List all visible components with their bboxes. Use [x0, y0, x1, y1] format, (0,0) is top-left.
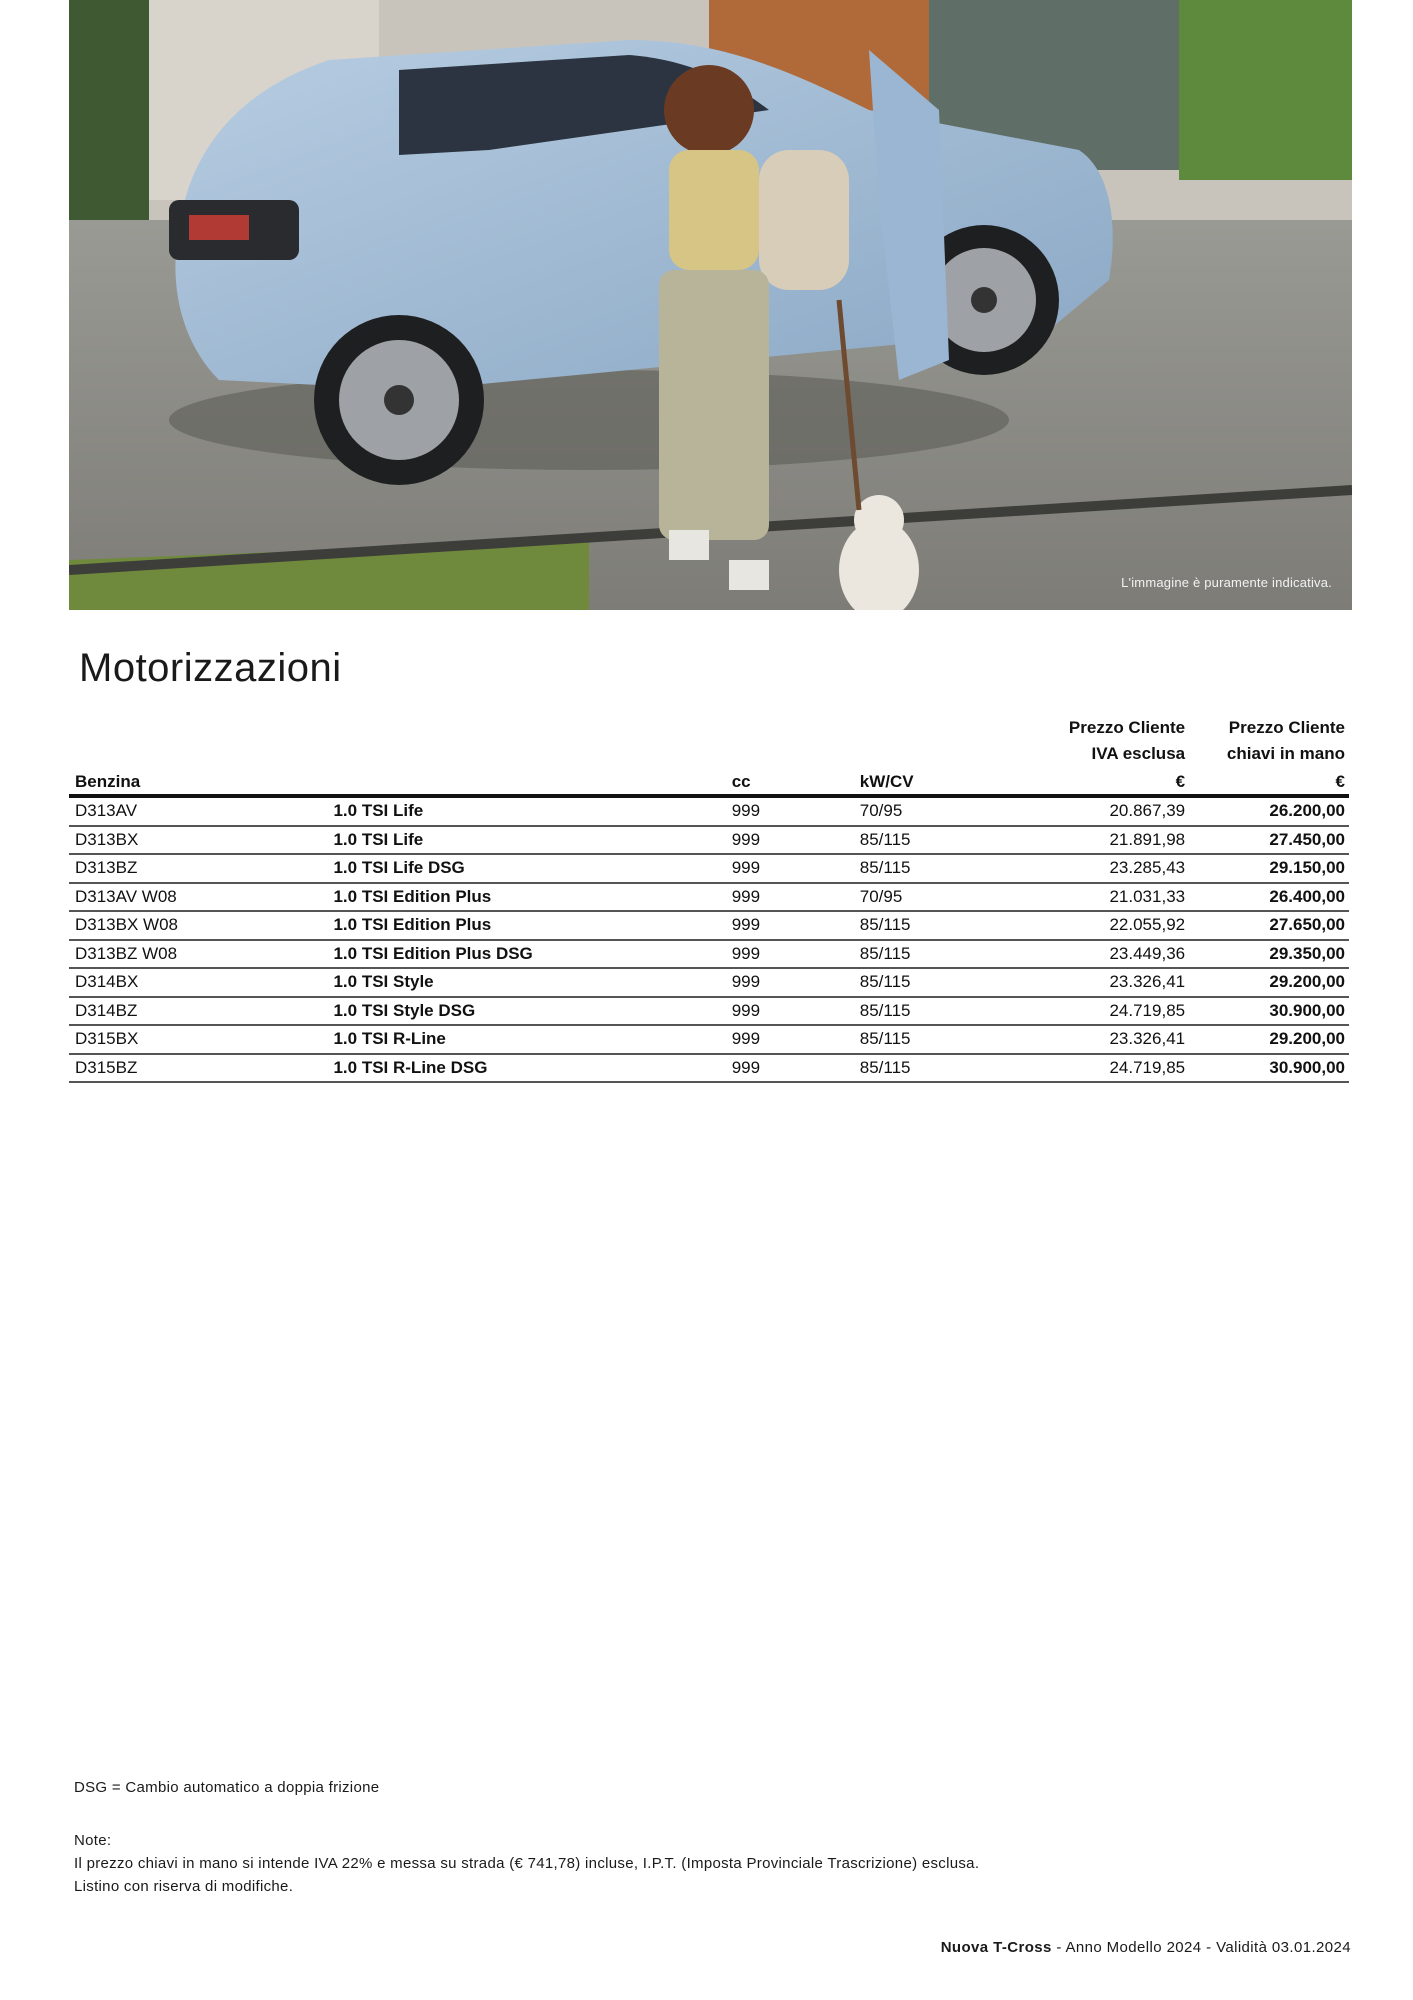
version-code: D313AV — [69, 796, 333, 826]
gross-price-header-line2: chiavi in mano — [1226, 744, 1345, 763]
power-column-header: kW/CV — [860, 764, 1039, 796]
table-row — [69, 1054, 1349, 1083]
gross-price: 26.200,00 — [1185, 796, 1349, 826]
power: 85/115 — [860, 940, 1039, 969]
notes-line-2: Listino con riserva di modifiche. — [74, 1878, 294, 1895]
version-code: D314BZ — [69, 997, 333, 1026]
power: 85/115 — [860, 968, 1039, 997]
gross-price: 29.200,00 — [1185, 968, 1349, 997]
power: 85/115 — [860, 826, 1039, 855]
fuel-group-label: Benzina — [69, 764, 333, 796]
displacement: 999 — [732, 911, 860, 940]
gross-price-header-line1: Prezzo Cliente — [1228, 718, 1345, 737]
power: 85/115 — [860, 911, 1039, 940]
gross-price: 29.200,00 — [1185, 1025, 1349, 1054]
power: 70/95 — [860, 883, 1039, 912]
net-price: 21.891,98 — [1039, 826, 1186, 855]
displacement: 999 — [732, 1025, 860, 1054]
net-price: 21.031,33 — [1039, 883, 1186, 912]
version-code: D314BX — [69, 968, 333, 997]
model-name: 1.0 TSI R-Line DSG — [333, 1054, 731, 1083]
version-code: D313BZ — [69, 854, 333, 883]
version-code: D313BX W08 — [69, 911, 333, 940]
version-code: D315BZ — [69, 1054, 333, 1083]
net-price-header-line1: Prezzo Cliente — [1068, 718, 1186, 737]
notes-line-1: Il prezzo chiavi in mano si intende IVA 22% e messa su strada (€ 741,78) incluse, I.P.T. (Imposta Provinciale Trascrizione) esclusa. — [74, 1855, 980, 1872]
gross-price: 30.900,00 — [1185, 1054, 1349, 1083]
footer-model-name: Nuova T-Cross — [940, 1939, 1052, 1956]
displacement: 999 — [732, 940, 860, 969]
displacement: 999 — [732, 1054, 860, 1083]
dsg-legend — [74, 1776, 379, 1799]
page-footer — [941, 1939, 1351, 1956]
displacement: 999 — [732, 883, 860, 912]
gross-price: 27.650,00 — [1185, 911, 1349, 940]
displacement: 999 — [732, 997, 860, 1026]
table-header-row-2 — [69, 738, 1349, 764]
cc-column-header: cc — [732, 764, 860, 796]
power: 85/115 — [860, 854, 1039, 883]
section-title: Motorizzazioni — [79, 646, 342, 690]
model-name: 1.0 TSI Edition Plus — [333, 883, 731, 912]
power: 70/95 — [860, 796, 1039, 826]
notes-block — [74, 1829, 979, 1898]
table-header-row-1 — [69, 712, 1349, 738]
net-currency-header: € — [1039, 764, 1186, 796]
power: 85/115 — [860, 997, 1039, 1026]
version-code: D313BZ W08 — [69, 940, 333, 969]
model-name: 1.0 TSI Edition Plus DSG — [333, 940, 731, 969]
net-price: 23.326,41 — [1039, 1025, 1186, 1054]
table-row — [69, 1025, 1349, 1054]
power: 85/115 — [860, 1025, 1039, 1054]
net-price: 23.326,41 — [1039, 968, 1186, 997]
price-list-table — [69, 712, 1349, 1083]
gross-currency-header: € — [1185, 764, 1349, 796]
image-disclaimer: L'immagine è puramente indicativa. — [1121, 575, 1332, 590]
net-price: 24.719,85 — [1039, 1054, 1186, 1083]
footer-validity: - Anno Modello 2024 - Validità 03.01.2024 — [1051, 1939, 1351, 1956]
hero-image — [69, 0, 1352, 610]
table-header-row-3 — [69, 764, 1349, 796]
displacement: 999 — [732, 826, 860, 855]
model-name: 1.0 TSI Life — [333, 826, 731, 855]
table-row — [69, 940, 1349, 969]
net-price: 20.867,39 — [1039, 796, 1186, 826]
net-price: 24.719,85 — [1039, 997, 1186, 1026]
model-name: 1.0 TSI Style DSG — [333, 997, 731, 1026]
displacement: 999 — [732, 854, 860, 883]
gross-price: 30.900,00 — [1185, 997, 1349, 1026]
power: 85/115 — [860, 1054, 1039, 1083]
model-name: 1.0 TSI R-Line — [333, 1025, 731, 1054]
table-row — [69, 968, 1349, 997]
version-code: D315BX — [69, 1025, 333, 1054]
table-row — [69, 997, 1349, 1026]
gross-price: 26.400,00 — [1185, 883, 1349, 912]
model-name: 1.0 TSI Style — [333, 968, 731, 997]
version-code: D313AV W08 — [69, 883, 333, 912]
table-row — [69, 883, 1349, 912]
model-name: 1.0 TSI Life DSG — [333, 854, 731, 883]
table-row — [69, 796, 1349, 826]
table-row — [69, 826, 1349, 855]
model-name: 1.0 TSI Life — [333, 796, 731, 826]
table-row — [69, 911, 1349, 940]
displacement: 999 — [732, 968, 860, 997]
net-price: 23.449,36 — [1039, 940, 1186, 969]
version-code: D313BX — [69, 826, 333, 855]
net-price: 22.055,92 — [1039, 911, 1186, 940]
gross-price: 29.350,00 — [1185, 940, 1349, 969]
displacement: 999 — [732, 796, 860, 826]
net-price: 23.285,43 — [1039, 854, 1186, 883]
gross-price: 29.150,00 — [1185, 854, 1349, 883]
net-price-header-line2: IVA esclusa — [1091, 744, 1186, 763]
table-row — [69, 854, 1349, 883]
notes-label: Note: — [74, 1832, 112, 1849]
car-photo-illustration — [69, 0, 1352, 610]
gross-price: 27.450,00 — [1185, 826, 1349, 855]
dsg-legend-text: DSG = Cambio automatico a doppia frizione — [74, 1779, 380, 1796]
model-name: 1.0 TSI Edition Plus — [333, 911, 731, 940]
